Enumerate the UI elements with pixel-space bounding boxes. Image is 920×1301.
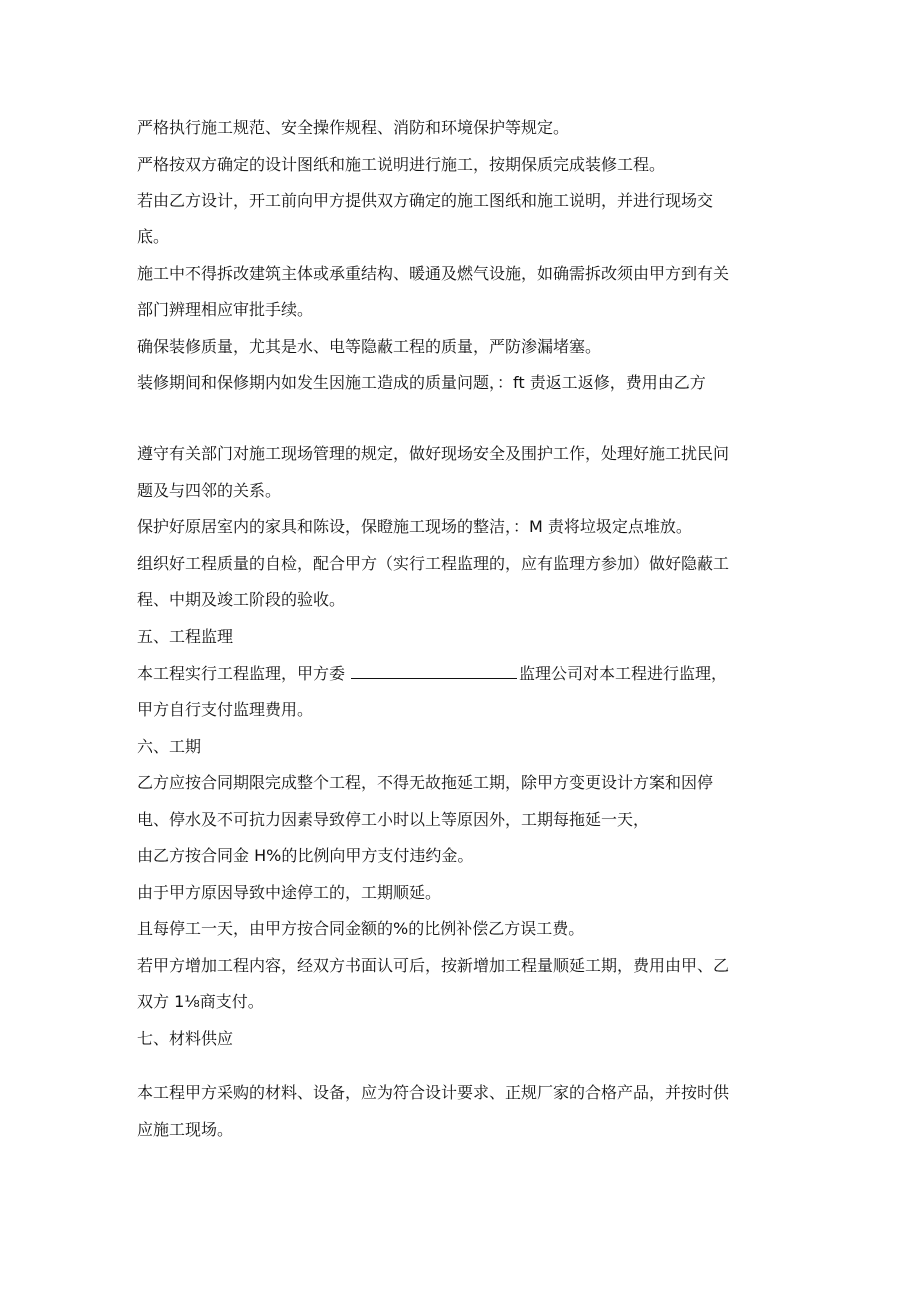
section-heading: 七、材料供应 <box>137 1029 234 1048</box>
clause-line: 乙方应按合同期限完成整个工程，不得无故拖延工期，除甲方变更设计方案和因停 <box>137 773 714 792</box>
clause-line: 且每停工一天，由甲方按合同金额的%的比例补偿乙方误工费。 <box>137 919 585 938</box>
clause-line: 确保装修质量，尤其是水、电等隐蔽工程的质量，严防渗漏堵塞。 <box>137 337 602 356</box>
clause-line: 组织好工程质量的自检，配合甲方（实行工程监理的，应有监理方参加）做好隐蔽工 <box>137 554 730 573</box>
supervision-clause <box>137 664 727 684</box>
clause-line: 若甲方增加工程内容，经双方书面认可后，按新增加工程量顺延工期，费用由甲、乙 <box>137 956 730 975</box>
clause-line: 底。 <box>137 227 170 246</box>
clause-line: 应施工现场。 <box>137 1120 234 1139</box>
clause-line: 由于甲方原因导致中途停工的，工期顺延。 <box>137 883 442 902</box>
clause-line: 严格按双方确定的设计图纸和施工说明进行施工，按期保质完成装修工程。 <box>137 155 666 174</box>
clause-line: 部门辨理相应审批手续。 <box>137 300 314 319</box>
clause-line: 若由乙方设计，开工前向甲方提供双方确定的施工图纸和施工说明，并进行现场交 <box>137 191 714 210</box>
clause-line: 程、中期及竣工阶段的验收。 <box>137 590 346 609</box>
clause-line: 施工中不得拆改建筑主体或承重结构、暖通及燃气设施，如确需拆改须由甲方到有关 <box>137 264 730 283</box>
blank-fill-line <box>351 664 517 679</box>
clause-line: 装修期间和保修期内如发生因施工造成的质量问题，：ft 责返工返修，费用由乙方 <box>137 373 706 392</box>
clause-line: 双方 1⅛商支付。 <box>137 992 264 1011</box>
clause-line: 电、停水及不可抗力因素导致停工小时以上等原因外，工期每拖延一天， <box>137 810 650 829</box>
section-heading: 五、工程监理 <box>137 627 234 646</box>
supervision-text-after: 监理公司对本工程进行监理， <box>519 664 728 683</box>
clause-line: 甲方自行支付监理费用。 <box>137 700 314 719</box>
clause-line: 严格执行施工规范、安全操作规程、消防和环境保护等规定。 <box>137 118 570 137</box>
clause-line: 由乙方按合同金 H%的比例向甲方支付违约金。 <box>137 846 474 865</box>
clause-line: 保护好原居室内的家具和陈设，保瞪施工现场的整洁，：M 责将垃圾定点堆放。 <box>137 517 692 536</box>
section-heading: 六、工期 <box>137 737 202 756</box>
clause-line: 遵守有关部门对施工现场管理的规定，做好现场安全及围护工作，处理好施工扰民问 <box>137 444 730 463</box>
clause-line: 题及与四邻的关系。 <box>137 481 282 500</box>
supervision-text-before: 本工程实行工程监理，甲方委 <box>137 664 346 683</box>
clause-line: 本工程甲方采购的材料、设备，应为符合设计要求、正规厂家的合格产品，并按时供 <box>137 1083 730 1102</box>
